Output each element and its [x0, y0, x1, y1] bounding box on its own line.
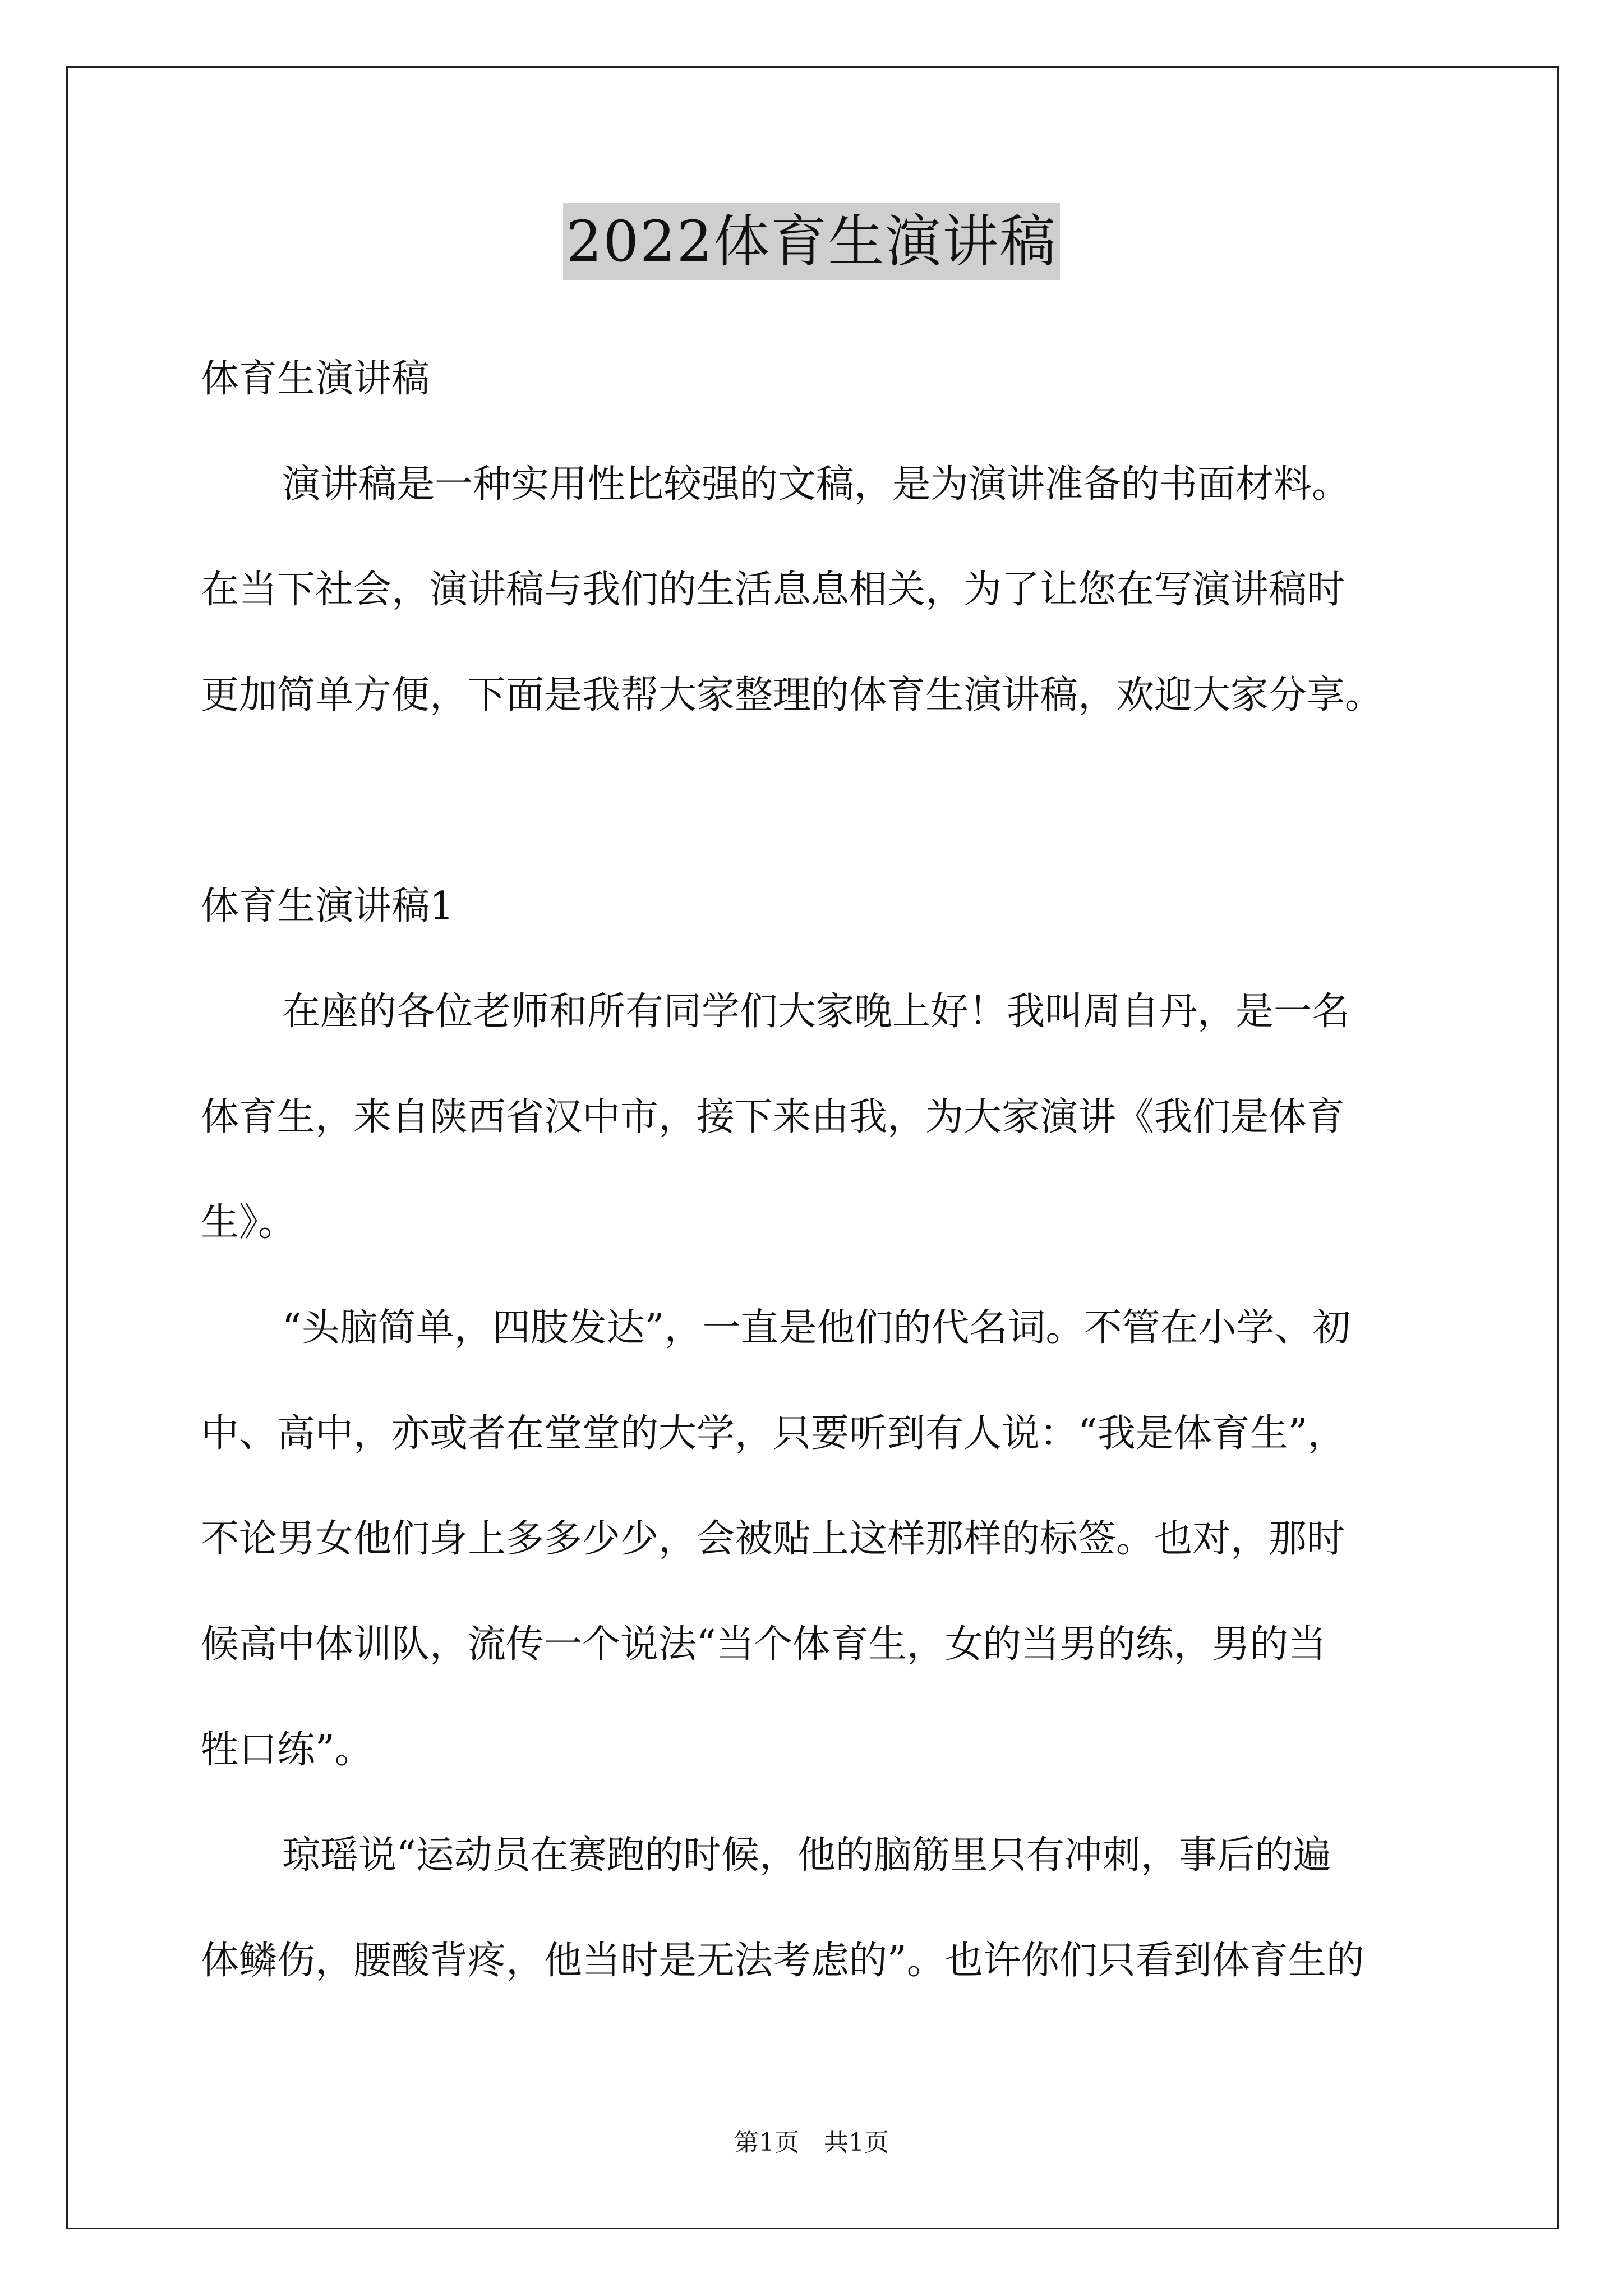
document-title: 2022体育生演讲稿: [563, 203, 1061, 280]
document-body: [201, 326, 1435, 2014]
blank-line: [201, 748, 1435, 854]
section-heading: 体育生演讲稿: [201, 357, 430, 401]
section-heading: 体育生演讲稿1: [201, 884, 454, 928]
paragraph-line: 体育生，来自陕西省汉中市，接下来由我，为大家演讲《我们是体育: [201, 1095, 1345, 1139]
paragraph-line: 不论男女他们身上多多少少，会被贴上这样那样的标签。也对，那时: [201, 1517, 1345, 1561]
paragraph-line: 琼瑶说“运动员在赛跑的时候，他的脑筋里只有冲刺，事后的遍: [282, 1833, 1331, 1878]
paragraph-line: 牲口练”。: [201, 1728, 373, 1772]
paragraph-line: 演讲稿是一种实用性比较强的文稿，是为演讲准备的书面材料。: [282, 462, 1350, 507]
title-wrap: [0, 203, 1623, 280]
paragraph-line: “头脑简单，四肢发达”，一直是他们的代名词。不管在小学、初: [282, 1306, 1351, 1350]
paragraph-line: 在座的各位老师和所有同学们大家晚上好！我叫周自丹，是一名: [282, 990, 1350, 1034]
page-footer: 第1页 共1页: [734, 2128, 889, 2157]
paragraph-line: 在当下社会，演讲稿与我们的生活息息相关，为了让您在写演讲稿时: [201, 568, 1345, 612]
paragraph-line: 更加简单方便，下面是我帮大家整理的体育生演讲稿，欢迎大家分享。: [201, 673, 1384, 717]
paragraph-line: 候高中体训队，流传一个说法“当个体育生，女的当男的练，男的当: [201, 1622, 1326, 1667]
paragraph-line: 中、高中，亦或者在堂堂的大学，只要听到有人说：“我是体育生”，: [201, 1411, 1346, 1456]
paragraph-line: 生》。: [201, 1200, 297, 1245]
paragraph-line: 体鳞伤，腰酸背疼，他当时是无法考虑的”。也许你们只看到体育生的: [201, 1939, 1364, 1983]
